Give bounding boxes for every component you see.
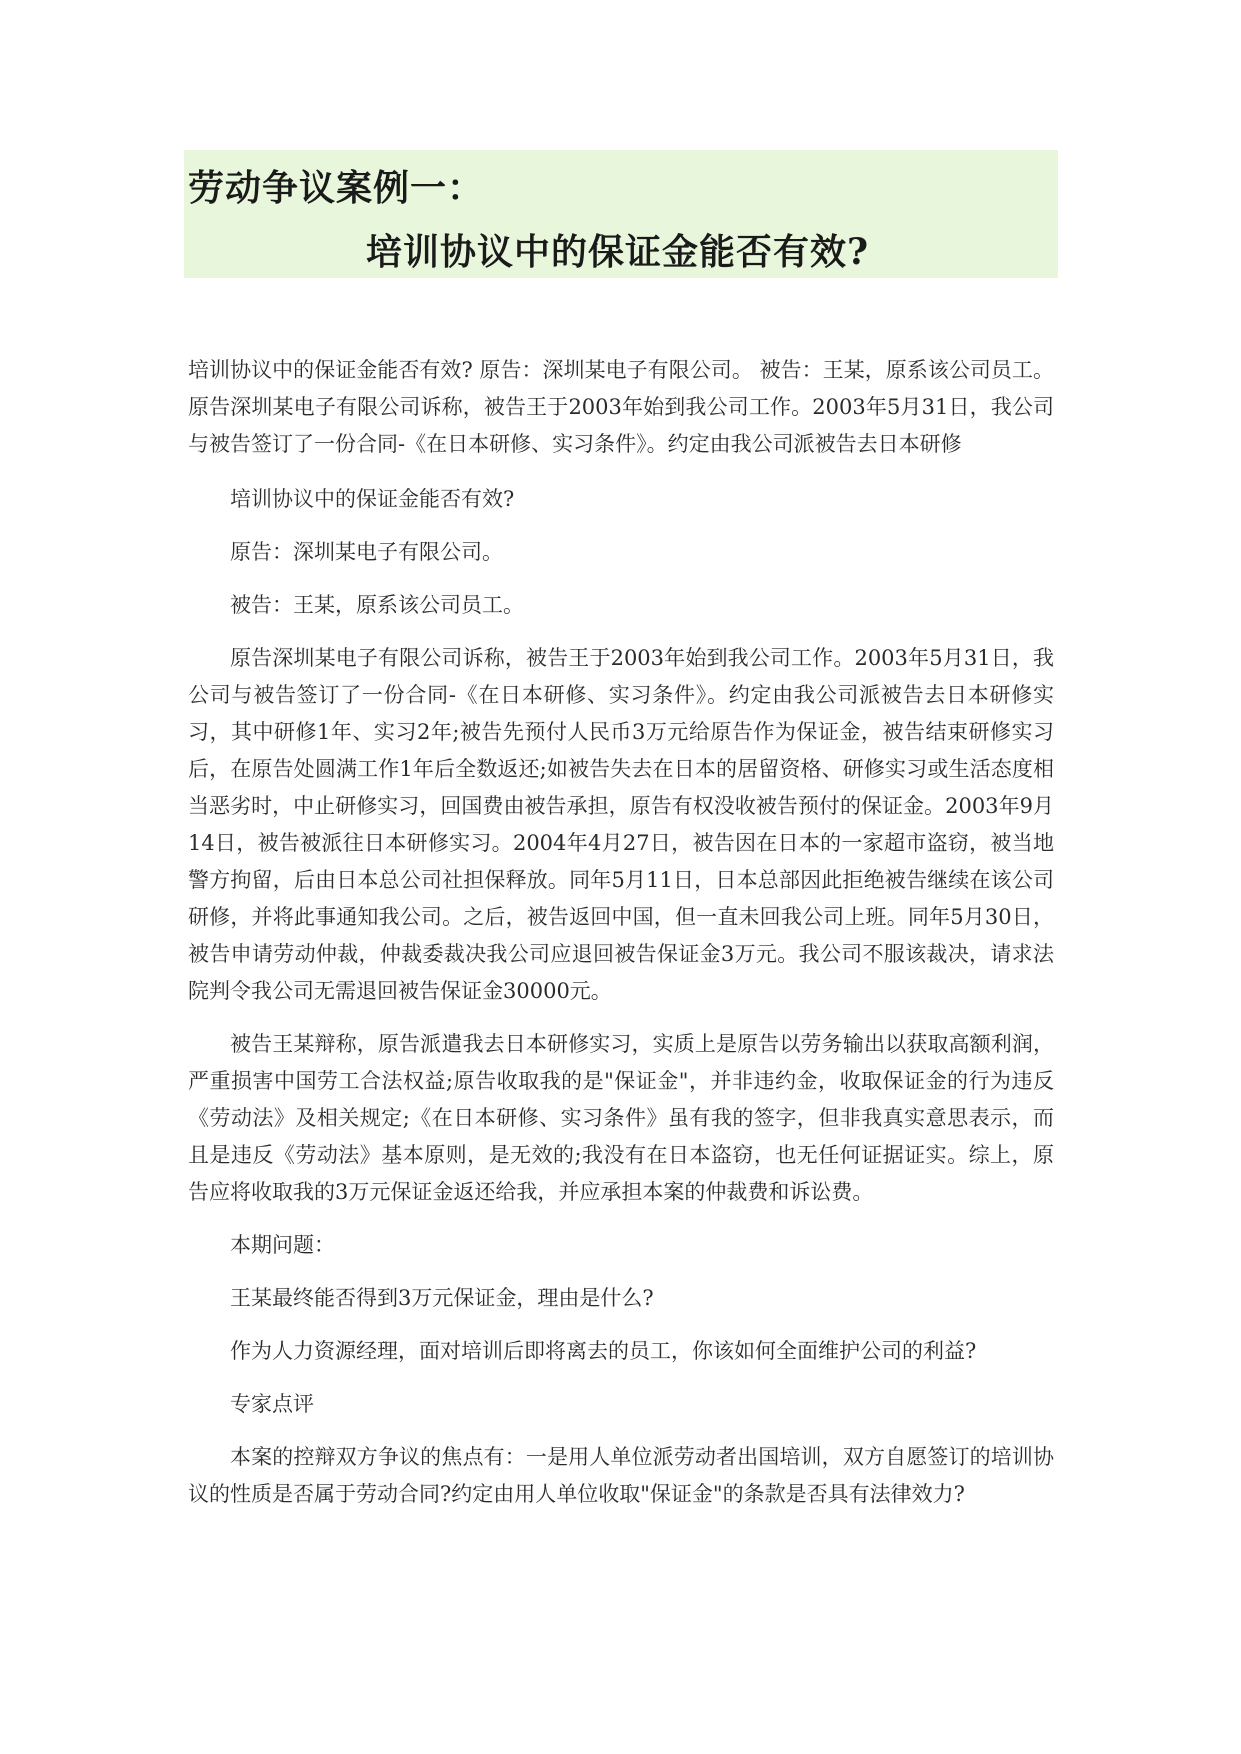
paragraph: 培训协议中的保证金能否有效?	[230, 487, 515, 511]
document-body	[188, 352, 1054, 1529]
paragraph: 本期问题：	[230, 1233, 335, 1257]
paragraph: 专家点评	[230, 1392, 314, 1416]
paragraph: 被告王某辩称，原告派遣我去日本研修实习，实质上是原告以劳务输出以获取高额利润，严重损害中国劳工合法权益;原告收取我的是"保证金"，并非违约金，收取保证金的行为违反《劳动法》及相关规定;《在日本研修、实习条件》虽有我的签字，但非我真实意思表示，而且是违反《劳动法》基本原则，是无效的;我没有在日本盗窃，也无任何证据证实。综上，原告应将收取我的3万元保证金返还给我，并应承担本案的仲裁费和诉讼费。	[188, 1032, 1054, 1204]
paragraph: 作为人力资源经理，面对培训后即将离去的员工，你该如何全面维护公司的利益?	[230, 1339, 977, 1363]
title-banner	[184, 150, 1058, 278]
document-title: 劳动争议案例一：	[188, 167, 485, 209]
paragraph: 王某最终能否得到3万元保证金，理由是什么?	[230, 1286, 654, 1310]
document-subtitle: 培训协议中的保证金能否有效?	[366, 231, 870, 273]
summary-paragraph: 培训协议中的保证金能否有效? 原告：深圳某电子有限公司。 被告：王某，原系该公司员工。 原告深圳某电子有限公司诉称，被告王于2003年始到我公司工作。2003年5月31日，我公司与被告签订了一份合同-《在日本研修、实习条件》。约定由我公司派被告去日本研修	[188, 358, 1054, 456]
paragraph: 本案的控辩双方争议的焦点有：一是用人单位派劳动者出国培训，双方自愿签订的培训协议的性质是否属于劳动合同?约定由用人单位收取"保证金"的条款是否具有法律效力?	[188, 1445, 1054, 1506]
paragraph: 原告：深圳某电子有限公司。	[230, 540, 503, 564]
paragraph: 原告深圳某电子有限公司诉称，被告王于2003年始到我公司工作。2003年5月31日，我公司与被告签订了一份合同-《在日本研修、实习条件》。约定由我公司派被告去日本研修实习，其中研修1年、实习2年;被告先预付人民币3万元给原告作为保证金，被告结束研修实习后，在原告处圆满工作1年后全数返还;如被告失去在日本的居留资格、研修实习或生活态度相当恶劣时，中止研修实习，回国费由被告承担，原告有权没收被告预付的保证金。2003年9月14日，被告被派往日本研修实习。2004年4月27日，被告因在日本的一家超市盗窃，被当地警方拘留，后由日本总公司社担保释放。同年5月11日，日本总部因此拒绝被告继续在该公司研修，并将此事通知我公司。之后，被告返回中国，但一直未回我公司上班。同年5月30日，被告申请劳动仲裁，仲裁委裁决我公司应退回被告保证金3万元。我公司不服该裁决，请求法院判令我公司无需退回被告保证金30000元。	[188, 646, 1054, 1003]
paragraph: 被告：王某，原系该公司员工。	[230, 593, 524, 617]
